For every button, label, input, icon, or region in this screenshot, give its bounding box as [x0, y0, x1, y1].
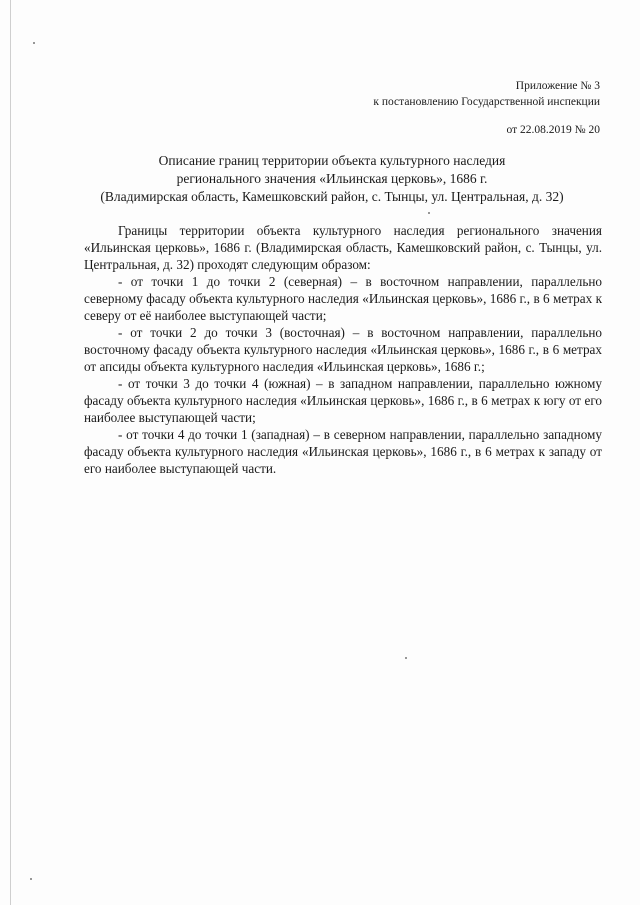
- title-line-1: Описание границ территории объекта культурного наследия: [158, 153, 506, 168]
- scan-speck: [428, 212, 430, 214]
- scan-edge-line: [10, 0, 11, 905]
- title-line-3: (Владимирская область, Камешковский район, с. Тынцы, ул. Центральная, д. 32): [100, 189, 564, 204]
- boundary-item-south: - от точки 3 до точки 4 (южная) – в западном направлении, параллельно южному фасаду объекта культурного наследия «Ильинская церковь», 1686 г., в 6 метрах к югу от его наиболее выступающей части;: [84, 376, 602, 425]
- appendix-reference: к постановлению Государственной инспекции: [373, 96, 600, 108]
- document-title: [62, 152, 602, 206]
- scan-speck: [405, 657, 407, 659]
- boundary-item-west: - от точки 4 до точки 1 (западная) – в северном направлении, параллельно западному фасаду объекта культурного наследия «Ильинская церковь», 1686 г., в 6 метрах к западу от его наиболее выступающей части.: [84, 427, 602, 476]
- intro-paragraph: Границы территории объекта культурного наследия регионального значения «Ильинская церковь», 1686 г. (Владимирская область, Камешковский район, с. Тынцы, ул. Центральная, д. 32) проходят следующим образом:: [84, 223, 602, 272]
- scan-speck: [30, 878, 32, 880]
- decree-date: от 22.08.2019 № 20: [506, 124, 600, 136]
- scan-speck: [33, 42, 35, 44]
- appendix-header: [240, 78, 600, 110]
- document-body: [84, 222, 602, 477]
- appendix-number: Приложение № 3: [515, 80, 600, 92]
- boundary-item-north: - от точки 1 до точки 2 (северная) – в восточном направлении, параллельно северному фасаду объекта культурного наследия «Ильинская церковь», 1686 г., в 6 метрах к северу от её наиболее выступающей части;: [84, 274, 602, 323]
- title-line-2: регионального значения «Ильинская церковь», 1686 г.: [176, 171, 488, 186]
- boundary-item-east: - от точки 2 до точки 3 (восточная) – в восточном направлении, параллельно восточному фасаду объекта культурного наследия «Ильинская церковь», 1686 г., в 6 метрах от апсиды объекта культурного наследия «Ильинская церковь», 1686 г.;: [84, 325, 602, 374]
